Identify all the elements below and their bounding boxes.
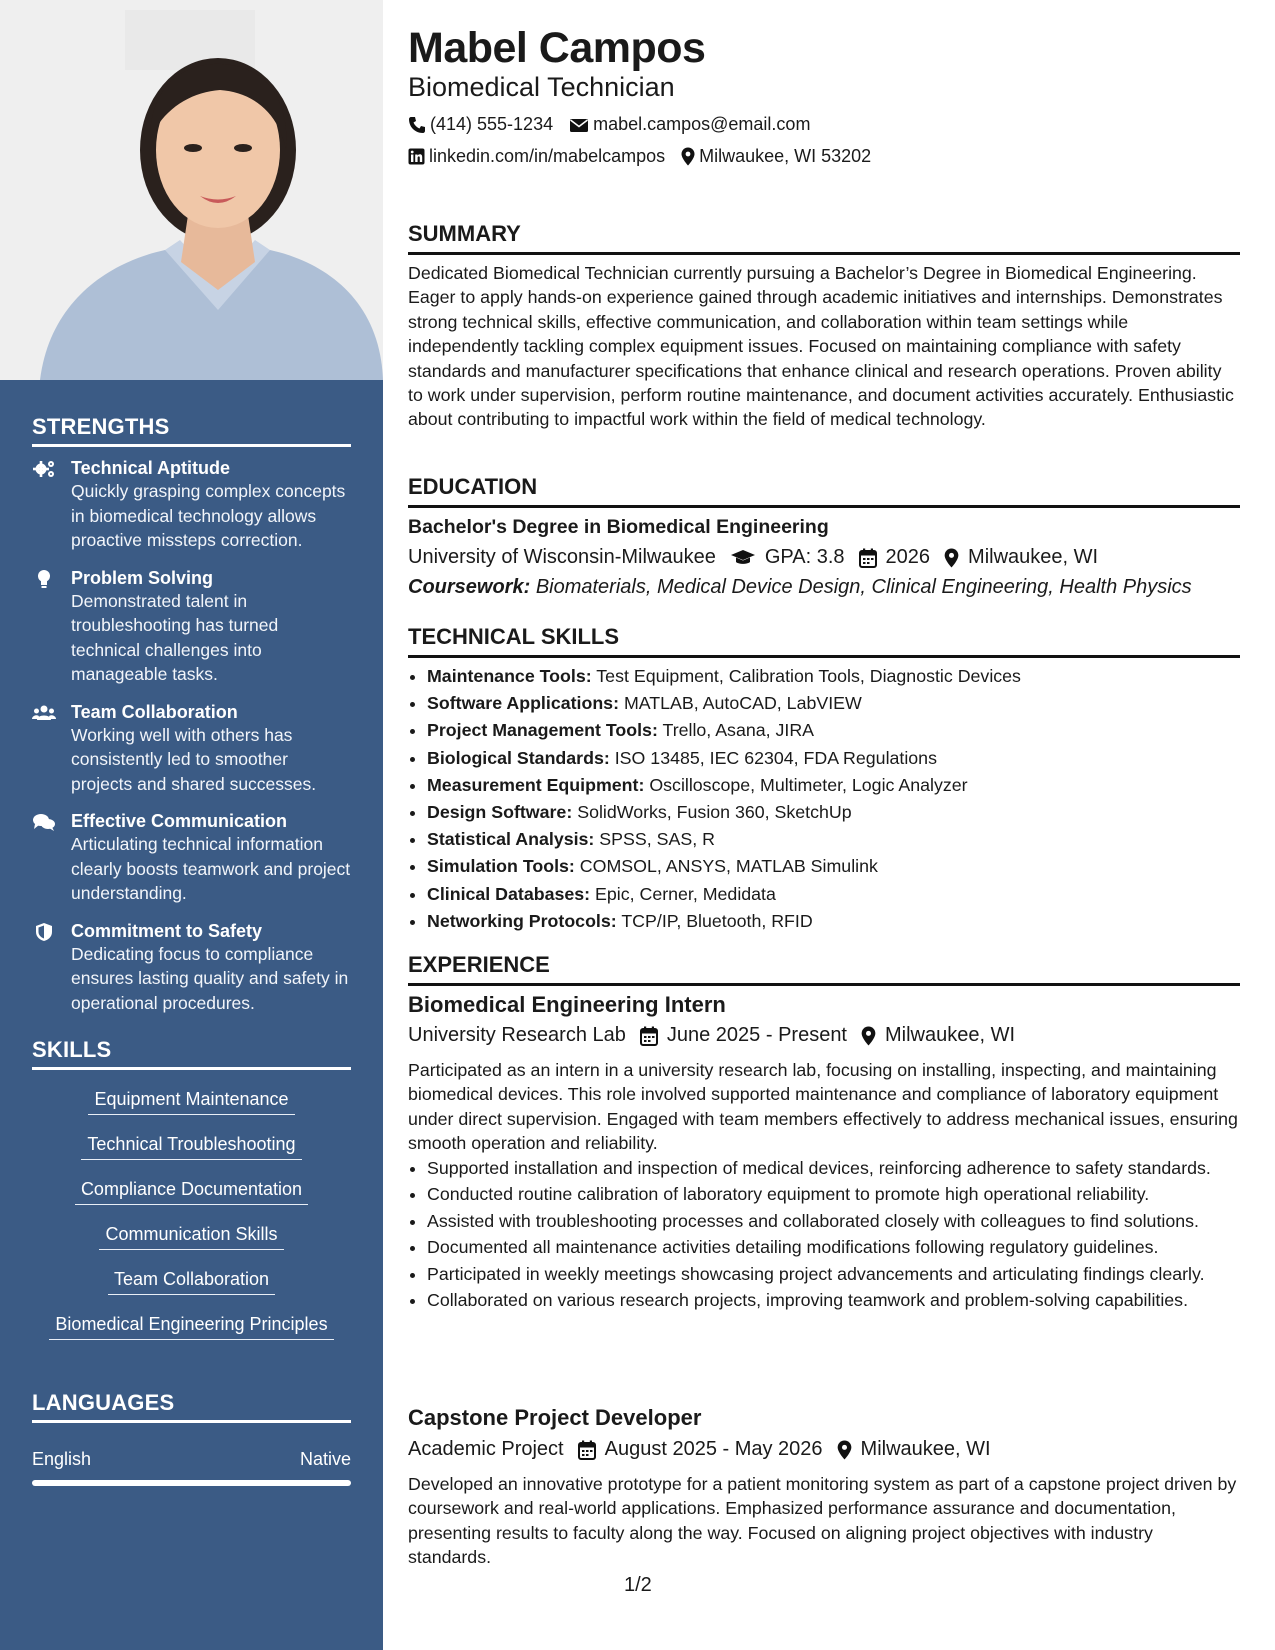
map-pin-icon [681,147,695,166]
strength-item [32,920,351,1016]
job-location: Milwaukee, WI [860,1438,991,1460]
sidebar-content [32,380,351,1486]
skill-tag: Biomedical Engineering Principles [49,1311,333,1340]
education-heading: EDUCATION [408,474,1240,508]
skill-label: Measurement Equipment: [427,774,645,795]
skill-value: MATLAB, AutoCAD, LabVIEW [623,693,862,714]
skill-label: Project Management Tools: [427,720,658,741]
summary-heading: SUMMARY [408,221,1240,255]
coursework-list: Biomaterials, Medical Device Design, Clinical Engineering, Health Physics [535,576,1192,598]
list-item [427,663,1259,690]
degree-title: Bachelor's Degree in Biomedical Engineering [408,516,829,538]
language-proficiency-bar [32,1480,351,1486]
gears-icon [32,459,56,479]
language-name: English [32,1449,92,1469]
skill-label: Networking Protocols: [427,910,617,931]
skill-tag-wrap [32,1311,351,1340]
strength-item [32,810,351,906]
phone-contact [408,114,553,135]
strength-desc: Working well with others has consistently led to smoother projects and shared successes. [71,724,317,794]
phone-icon [408,116,426,134]
skill-tag: Equipment Maintenance [88,1086,294,1115]
skill-value: TCP/IP, Bluetooth, RFID [621,910,813,931]
email-text: mabel.campos@email.com [593,114,811,134]
contact-row [408,114,826,135]
page-number: 1/2 [624,1574,652,1596]
email-contact [569,114,810,135]
location-text: Milwaukee, WI 53202 [699,146,872,166]
skill-tag: Team Collaboration [108,1266,275,1295]
strength-desc: Articulating technical information clearly boosts teamwork and project understanding. [71,834,351,903]
job-org: Academic Project [408,1438,564,1460]
skill-tag: Technical Troubleshooting [81,1131,301,1160]
school-location: Milwaukee, WI [968,546,1099,568]
portrait-image [0,0,383,380]
skill-tag-wrap [32,1131,351,1160]
strengths-heading: STRENGTHS [32,414,351,447]
skill-value: Epic, Cerner, Medidata [595,883,776,904]
language-row [32,1449,351,1470]
skill-tag: Compliance Documentation [75,1176,308,1205]
skill-value: Test Equipment, Calibration Tools, Diagnostic Devices [596,666,1021,686]
languages-heading: LANGUAGES [32,1390,351,1423]
list-item [427,908,1259,935]
education-meta [408,546,1112,569]
list-item: • Supported installation and inspection of medical devices, reinforcing adherence to safety standards. [427,1156,1259,1180]
phone-text: (414) 555-1234 [430,114,554,134]
map-pin-icon [944,548,959,568]
list-item: • Conducted routine calibration of laboratory equipment to promote high operational reliability. [427,1182,1259,1206]
sidebar [0,0,383,1650]
skill-label: Simulation Tools: [427,856,575,877]
job-location: Milwaukee, WI [885,1024,1016,1046]
skill-label: Design Software: [427,802,573,823]
strength-item [32,457,351,553]
skill-tag-wrap [32,1086,351,1115]
skill-value: SPSS, SAS, R [599,829,715,850]
job-meta [408,1438,1005,1461]
skill-label: Statistical Analysis: [427,829,595,850]
candidate-role: Biomedical Technician [408,72,675,102]
map-pin-icon [837,1440,852,1460]
skill-tag-wrap [32,1221,351,1250]
skill-label: Software Applications: [427,693,619,714]
strength-item [32,567,351,687]
graduation-year: 2026 [885,546,931,568]
strength-desc: Quickly grasping complex concepts in biomedical technology allows proactive missteps correction. [71,481,346,550]
list-item: • Documented all maintenance activities detailing modifications following regulatory guidelines. [427,1235,1259,1259]
envelope-icon [569,117,589,133]
job-org: University Research Lab [408,1024,626,1046]
coursework-line [408,576,1192,599]
job-dates: August 2025 - May 2026 [604,1438,823,1460]
technical-skills-heading: TECHNICAL SKILLS [408,624,1240,658]
shield-icon [32,922,56,942]
skill-label: Biological Standards: [427,747,610,768]
gpa-text: GPA: 3.8 [764,546,845,568]
list-item [427,881,1259,908]
coursework-label: Coursework: [408,576,531,598]
calendar-icon [578,1440,596,1460]
skill-label: Clinical Databases: [427,883,591,904]
job-description: Developed an innovative prototype for a patient monitoring system as part of a capstone project driven by coursework and real-world applications. Emphasized performance assurance and documentation, presenting results to faculty along the way. Focused on aligning project objectives with industry standards. [408,1474,1237,1568]
skill-value: ISO 13485, IEC 62304, FDA Regulations [614,747,937,768]
list-item: • Collaborated on various research projects, improving teamwork and problem-solving capabilities. [427,1288,1259,1312]
list-item [427,799,1259,826]
map-pin-icon [861,1026,876,1046]
strength-desc: Demonstrated talent in troubleshooting has turned technical challenges into manageable tasks. [71,590,279,684]
job-bullets [408,1156,1259,1314]
summary-text: Dedicated Biomedical Technician currently pursuing a Bachelor’s Degree in Biomedical Engineering. Eager to apply hands-on experience gained through academic initiatives and internships. Demonstrates strong technical skills, effective communication, and collaboration within team settings while independently tackling complex equipment issues. Focused on maintaining compliance with safety standards and manufacturer specifications that enhance clinical and research operations. Proven ability to work under supervision, perform routine maintenance, and document activities accurately. Enthusiastic about contributing to impactful work within the field of medical technology. [408,263,1234,430]
linkedin-contact [408,146,665,167]
list-item [427,690,1259,717]
job-title: Capstone Project Developer [408,1405,702,1430]
skill-value: Trello, Asana, JIRA [662,720,815,741]
linkedin-icon [408,148,425,165]
profile-photo [0,0,383,380]
skill-value: SolidWorks, Fusion 360, SketchUp [577,802,852,823]
strength-title: Effective Communication [71,811,288,831]
technical-skills-list [408,663,1259,935]
job-meta [408,1024,1029,1047]
graduation-cap-icon [730,549,756,567]
list-item [427,745,1259,772]
skill-tag-wrap [32,1266,351,1295]
strength-title: Technical Aptitude [71,458,231,478]
job-title: Biomedical Engineering Intern [408,992,726,1017]
skill-label: Maintenance Tools: [427,666,592,686]
strength-title: Team Collaboration [71,701,238,722]
calendar-icon [640,1026,658,1046]
experience-heading: EXPERIENCE [408,952,1240,986]
skill-value: Oscilloscope, Multimeter, Logic Analyzer [649,774,968,795]
location-contact [681,146,871,167]
strength-item [32,701,351,797]
contact-row [408,146,887,167]
list-item: • Participated in weekly meetings showcasing project advancements and articulating findings clearly. [427,1262,1259,1286]
skill-tag: Communication Skills [99,1221,283,1250]
calendar-icon [859,548,877,568]
skill-tag-wrap [32,1176,351,1205]
strength-title: Problem Solving [71,567,214,588]
list-item [427,772,1259,799]
job-description: Participated as an intern in a university research lab, focusing on installing, inspecting, and maintaining biomedical devices. This role involved supported maintenance and compliance of laboratory equipment under direct supervision. Engaged with team members effectively to address mechanical issues, ensuring smooth operation and reliability. [408,1060,1238,1154]
strength-title: Commitment to Safety [71,920,263,941]
strength-desc: Dedicating focus to compliance ensures lasting quality and safety in operational procedures. [71,943,349,1013]
school-name: University of Wisconsin-Milwaukee [408,546,716,568]
candidate-name: Mabel Campos [408,24,706,72]
linkedin-text: linkedin.com/in/mabelcampos [429,146,666,166]
list-item [427,853,1259,880]
users-icon [32,703,56,723]
skill-value: COMSOL, ANSYS, MATLAB Simulink [579,856,878,877]
language-level: Native [299,1449,351,1469]
list-item: • Assisted with troubleshooting processes and collaborated closely with colleagues to find solutions. [427,1209,1259,1233]
job-dates: June 2025 - Present [666,1024,847,1046]
list-item [427,826,1259,853]
skills-heading: SKILLS [32,1037,351,1070]
lightbulb-icon [32,569,56,589]
comments-icon [32,812,56,832]
list-item [427,717,1259,744]
